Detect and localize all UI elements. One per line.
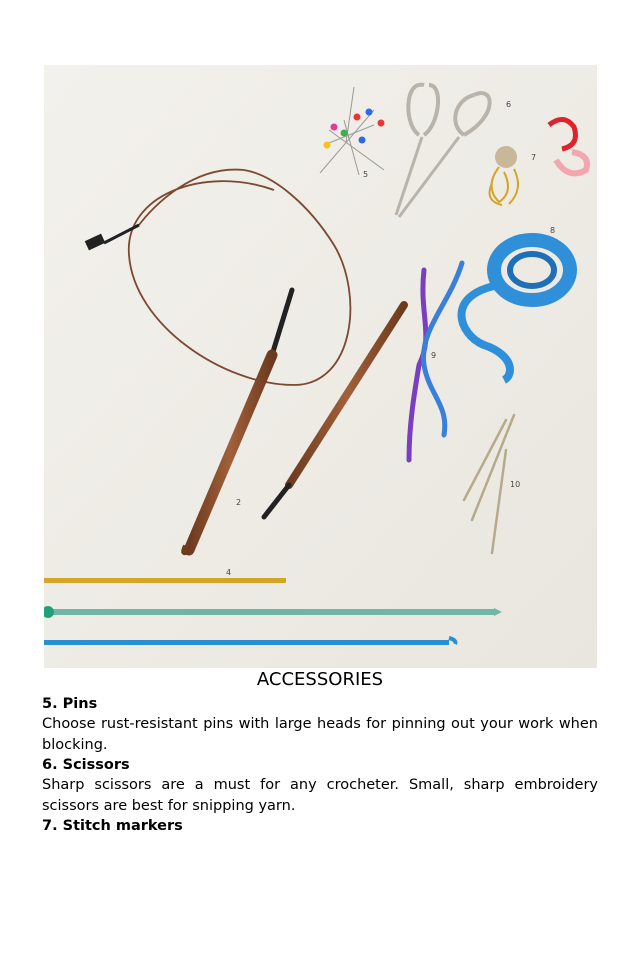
section-heading: 7. Stitch markers	[42, 818, 183, 834]
label-9: 9	[431, 351, 437, 360]
label-7: 7	[531, 153, 537, 162]
section-body: Sharp scissors are a must for any crocheter. Small, sharp embroidery scissors are best for snipping yarn.	[42, 777, 598, 814]
section-body: Choose rust-resistant pins with large heads for pinning out your work when blocking.	[42, 716, 598, 753]
label-2: 2	[236, 498, 242, 507]
section-heading: 5. Pins	[42, 696, 98, 712]
label-6: 6	[506, 100, 512, 109]
section-scissors	[42, 755, 598, 816]
label-4: 4	[226, 568, 232, 577]
label-10: 10	[510, 480, 521, 489]
label-8: 8	[550, 226, 556, 235]
section-stitch-markers	[42, 816, 598, 836]
label-5: 5	[363, 170, 369, 179]
gold-hook	[44, 578, 286, 583]
section-heading: 6. Scissors	[42, 757, 130, 773]
photo-caption: ACCESSORIES	[256, 669, 384, 690]
accessories-photo	[44, 65, 597, 668]
section-pins	[42, 694, 598, 755]
